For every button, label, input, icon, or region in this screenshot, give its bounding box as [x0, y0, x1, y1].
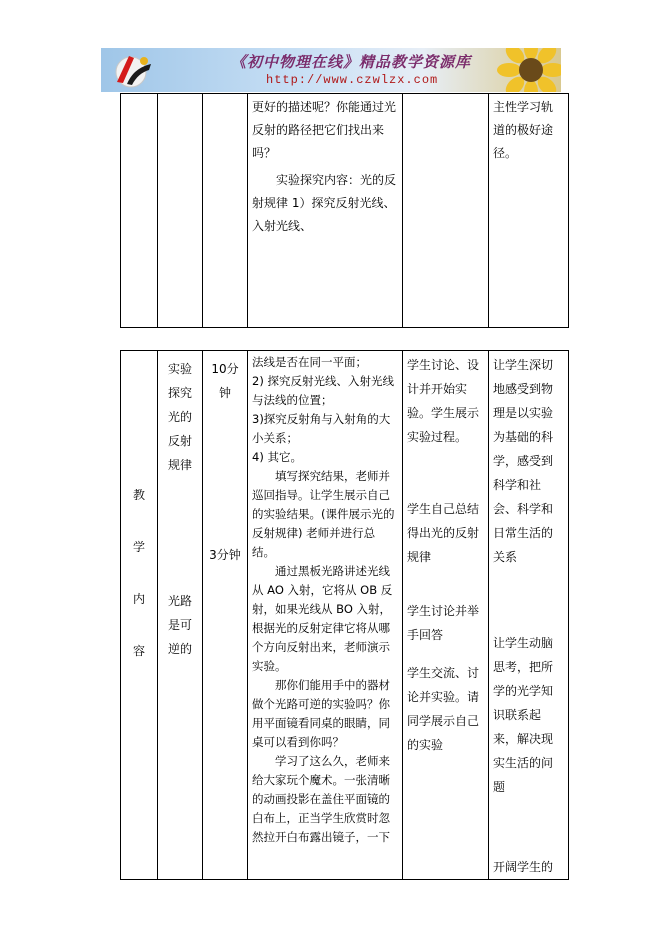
intent-text: 开阔学生的: [493, 860, 554, 874]
section-label-char: 学: [132, 540, 145, 554]
topic-line: 光路: [167, 594, 192, 608]
section-label-cell: [121, 351, 158, 880]
student-cell: [403, 351, 489, 880]
time-cell: [203, 351, 248, 880]
time-text: 10分: [211, 362, 239, 376]
student-text: 学生讨论、设计并开始实验。学生展示实验过程。: [407, 358, 480, 444]
topic-line: 是可: [167, 618, 192, 632]
header-banner: [101, 48, 561, 92]
student-text: 学生讨论并举手回答: [407, 604, 480, 642]
topic-line: 光的: [167, 410, 192, 424]
intent-text: 主性学习轨道的极好途径。: [493, 100, 554, 160]
site-logo-icon: [107, 52, 155, 88]
banner-title: 《初中物理在线》精品教学资源库: [231, 53, 472, 71]
time-cell: [203, 94, 248, 328]
process-cell: [248, 94, 403, 328]
section-label-char: 容: [132, 644, 145, 658]
process-text: 法线是否在同一平面；: [252, 355, 367, 369]
process-text: 填写探究结果，老师并巡回指导。让学生展示自己的实验结果。(课件展示光的反射规律) 老师并进行总结。: [252, 469, 395, 559]
topic-line: 探究: [167, 386, 192, 400]
process-text: 通过黑板光路讲述光线从 AO 入射，它将从 OB 反射，如果光线从 BO 入射，根据光的反射定律它将从哪个方向反射出来，老师演示实验。: [252, 564, 393, 673]
process-text: 学习了这么久，老师来给大家玩个魔术。一张清晰的动画投影在盖住平面镜的白布上，正当学生欣赏时忽然拉开白布露出镜子，一下: [252, 754, 390, 844]
topic-line: 逆的: [167, 642, 192, 656]
intent-cell: [489, 94, 569, 328]
process-text: 2) 探究反射光线、入射光线与法线的位置；: [252, 374, 394, 407]
student-cell: [403, 94, 489, 328]
topic-line: 反射: [167, 434, 192, 448]
process-text: 实验探究内容：光的反射规律 1）探究反射光线、入射光线、: [252, 173, 397, 233]
intent-text: 让学生深切地感受到物理是以实验为基础的科学，感受到科学和社会、科学和日常生活的关系: [493, 358, 554, 564]
student-text: 学生自己总结得出光的反射规律: [407, 502, 480, 564]
banner-url[interactable]: http://www.czwlzx.com: [266, 73, 439, 87]
process-text: 3)探究反射角与入射角的大小关系；: [252, 412, 391, 445]
section-label-char: 内: [132, 592, 145, 606]
section-label-char: 教: [132, 488, 145, 502]
student-text: 学生交流、讨论并实验。请同学展示自己的实验: [407, 666, 480, 752]
process-text: 那你们能用手中的器材做个光路可逆的实验吗？你用平面镜看同桌的眼睛，同桌可以看到你吗？: [252, 678, 390, 749]
section-cell: [121, 94, 158, 328]
intent-text: 让学生动脑思考，把所学的光学知识联系起来，解决现实生活的问题: [493, 636, 554, 794]
topic-line: 规律: [167, 458, 192, 472]
intent-cell: [489, 351, 569, 880]
topic-cell: [158, 351, 203, 880]
process-text: 4) 其它。: [252, 450, 302, 464]
topic-cell: [158, 94, 203, 328]
sunflower-icon: [496, 48, 561, 92]
process-text: 更好的描述呢？你能通过光反射的路径把它们找出来吗？: [252, 100, 397, 160]
topic-line: 实验: [167, 362, 192, 376]
lesson-table: [120, 350, 569, 880]
process-cell: [248, 351, 403, 880]
time-text: 钟: [218, 386, 231, 400]
time-text: 3分钟: [209, 548, 241, 562]
lesson-table-continued: [120, 93, 569, 328]
